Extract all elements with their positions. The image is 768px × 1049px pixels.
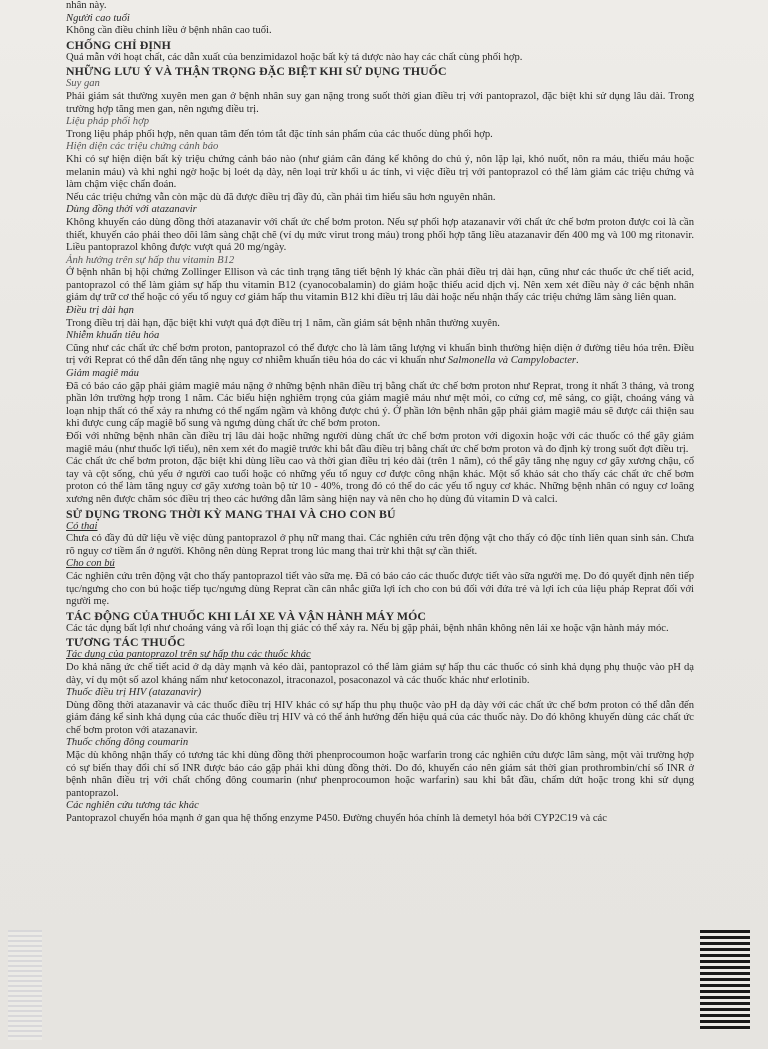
absorption-subheading: Tác dụng của pantoprazol trên sự hấp thu các thuốc khác <box>66 649 311 661</box>
magnesium-text-2: Đối với những bệnh nhân cần điều trị lâu dài hoặc những người dùng chất ức chế bơm proton với digoxin hoặc với các thuốc có thể gây giảm magiê máu (như thuốc lợi tiểu), nên xem xét đo magiê trước khi bắt đầu điều trị bằng chất ức chế bơm proton và đo định kỳ trong suốt đợt điều trị. <box>66 431 694 455</box>
other-studies-text: Pantoprazol chuyển hóa mạnh ở gan qua hệ thống enzyme P450. Đường chuyển hóa chính là demetyl hóa bởi CYP2C19 và các <box>66 813 607 825</box>
elderly-text: Không cần điều chỉnh liều ở bệnh nhân cao tuổi. <box>66 25 272 37</box>
elderly-subheading: Người cao tuổi <box>66 12 130 24</box>
leaflet-text-column <box>66 0 694 826</box>
combo-subheading: Liệu pháp phối hợp <box>66 116 150 128</box>
combo-text: Trong liệu pháp phối hợp, nên quan tâm đến tóm tắt đặc tính sản phẩm của các thuốc dùng phối hợp. <box>66 128 493 140</box>
atazanavir-text: Không khuyến cáo dùng đồng thời atazanavir với chất ức chế bơm proton. Nếu sự phối hợp atazanavir với chất ức chế bơm proton được coi là cần thiết, khuyến cáo phải theo dõi lâm sàng chặt chẽ (ví dụ mức virut trong máu) trong phối hợp tăng liều atazanavir đến 400 mg và 100 mg ritonavir. Liều pantoprazol không được vượt quá 20 mg/ngày. <box>66 216 694 254</box>
breastfeeding-subheading: Cho con bú <box>66 558 115 570</box>
breastfeeding-text: Các nghiên cứu trên động vật cho thấy pantoprazol tiết vào sữa mẹ. Đã có báo cáo các thuốc được tiết vào sữa người mẹ. Do đó quyết định nên tiếp tục/ngưng cho con bú hoặc tiếp tục/ngưng dùng Reprat cần cân nhắc giữa lợi ích cho con bú đối với đứa trẻ và lợi ích của liệu pháp Reprat đối với người mẹ. <box>66 570 694 608</box>
absorption-text: Do khả năng ức chế tiết acid ở dạ dày mạnh và kéo dài, pantoprazol có thể làm giảm sự hấp thu các thuốc có sinh khả dụng phụ thuộc vào pH dạ dày, ví dụ một số azol kháng nấm như ketoconazol, itraconazol, posaconazol và các thuốc khác như erlotinib. <box>66 661 694 686</box>
infection-text-b: . <box>576 355 579 367</box>
fracture-text: Các chất ức chế bơm proton, đặc biệt khi dùng liều cao và thời gian điều trị kéo dài (trên 1 năm), có thể gây tăng nhẹ nguy cơ gãy xương chậu, cổ tay và cột sống, chủ yếu ở người cao tuổi hoặc có những yếu tố nguy cơ được công nhận khác. Một số khảo sát cho thấy các chất ức chế bơm proton có thể làm tăng nguy cơ gãy xương toàn bộ từ 10 - 40%, trong đó có thể do các yếu tố nguy cơ khác. Những bệnh nhân có nguy cơ loãng xương nên được chăm sóc điều trị theo các hướng dẫn lâm sàng hiện nay và nên cho họ dùng đủ vitamin D và calci. <box>66 456 694 505</box>
b12-subheading: Ảnh hưởng trên sự hấp thu vitamin B12 <box>66 254 235 266</box>
driving-heading: TÁC ĐỘNG CỦA THUỐC KHI LÁI XE VÀ VẬN HÀNH MÁY MÓC <box>66 608 427 623</box>
hiv-subheading: Thuốc điều trị HIV (atazanavir) <box>66 687 202 699</box>
contraindications-text: Quá mẫn với hoạt chất, các dẫn xuất của benzimidazol hoặc bất kỳ tá dược nào hay các chất cùng phối hợp. <box>66 51 523 63</box>
b12-text: Ở bệnh nhân bị hội chứng Zollinger Ellison và các tình trạng tăng tiết bệnh lý khác cần phải điều trị dài hạn, cũng như các thuốc ức chế tiết acid, pantoprazol có thể làm giảm sự hấp thu vitamin B12 (cyanocobalamin) do giảm hoặc thiếu acid dịch vị. Nên xem xét điều này ở các bệnh nhân giảm dự trữ cơ thể hoặc có yếu tố nguy cơ giảm hấp thu vitamin B12 khi điều trị lâu dài hoặc nếu nhận thấy các triệu chứng lâm sàng liên quan. <box>66 267 694 304</box>
interactions-heading: TƯƠNG TÁC THUỐC <box>66 635 186 650</box>
pregnancy-text: Chưa có đầy đủ dữ liệu về việc dùng pantoprazol ở phụ nữ mang thai. Các nghiên cứu trên động vật cho thấy có độc tính liên quan sinh sản. Chưa rõ nguy cơ tiềm ẩn ở người. Không nên dùng Reprat trong lúc mang thai trừ khi thật sự cần thiết. <box>66 533 694 557</box>
hiv-text: Dùng đồng thời atazanavir và các thuốc điều trị HIV khác có sự hấp thu phụ thuộc vào pH dạ dày với các chất ức chế bơm proton có thể dẫn đến giảm đáng kể sinh khả dụng của các thuốc điều trị HIV và có thể ảnh hưởng đến hiệu quả của các thuốc này. Do đó không khuyến dùng các chất ức chế bơm proton với atazanavir. <box>66 699 694 736</box>
driving-text: Các tác dụng bất lợi như choáng váng và rối loạn thị giác có thể xảy ra. Nếu bị gặp phải, bệnh nhân không nên lái xe hoặc vận hành máy móc. <box>66 622 669 634</box>
liver-subheading: Suy gan <box>66 78 100 90</box>
long-term-subheading: Điều trị dài hạn <box>66 305 134 317</box>
alarm-text: Khi có sự hiện diện bất kỳ triệu chứng cảnh báo nào (như giảm cân đáng kể không do chủ ý, nôn lặp lại, khó nuốt, nôn ra máu, thiếu máu hoặc melanin máu) và khi nghi ngờ hoặc bị loét dạ dày, nên loại trừ khối u ác tính, vì việc điều trị với pantoprazol có thể làm giảm các triệu chứng và làm chậm việc chẩn đoán. <box>66 153 694 191</box>
pharmacode-barcode <box>700 930 750 1030</box>
warnings-heading: NHỮNG LƯU Ý VÀ THẬN TRỌNG ĐẶC BIỆT KHI SỬ DỤNG THUỐC <box>66 64 447 79</box>
infection-species: Salmonella và Campylobacter <box>447 355 577 367</box>
contraindications-heading: CHỐNG CHỈ ĐỊNH <box>66 37 171 52</box>
pregnancy-subheading: Có thai <box>66 520 98 532</box>
other-studies-subheading: Các nghiên cứu tương tác khác <box>66 800 199 812</box>
alarm-subheading: Hiện diện các triệu chứng cảnh báo <box>66 141 219 153</box>
coumarin-text: Mặc dù không nhận thấy có tương tác khi dùng đồng thời phenprocoumon hoặc warfarin trong các nghiên cứu dược lâm sàng, một vài trường hợp có sự biến thay đổi chỉ số INR được báo cáo gặp phải khi dùng đồng thời. Do đó, khuyến cáo nên giám sát thời gian prothrombin/chỉ số INR ở bệnh nhân điều trị với chất chống đông coumarin (như phenprocoumon hoặc warfarin) sau khi bắt đầu, chấm dứt hoặc trong khi sử dụng pantoprazol. <box>66 750 694 799</box>
infection-text-a: Cũng như các chất ức chế bơm proton, pantoprazol có thể được cho là làm tăng lượng vi khuẩn bình thường hiện diện ở đường tiêu hóa trên. Điều trị với Reprat có thể dẫn đến tăng nhẹ nguy cơ nhiễm khuẩn tiêu hóa do các vi khuẩn như <box>66 342 694 367</box>
coumarin-subheading: Thuốc chống đông coumarin <box>66 737 189 749</box>
top-line: nhân này. <box>66 0 107 11</box>
infection-subheading: Nhiễm khuẩn tiêu hóa <box>66 330 160 342</box>
magnesium-subheading: Giảm magiê máu <box>66 368 139 380</box>
liver-text: Phải giám sát thường xuyên men gan ở bệnh nhân suy gan nặng trong suốt thời gian điều trị với pantoprazol, đặc biệt khi sử dụng lâu dài. Trong trường hợp tăng men gan, nên ngưng điều trị. <box>66 90 694 115</box>
alarm-text-2: Nếu các triệu chứng vẫn còn mặc dù đã được điều trị đầy đủ, cần phải tìm hiểu sâu hơn nguyên nhân. <box>66 191 496 203</box>
infection-text <box>66 343 694 368</box>
magnesium-text: Đã có báo cáo gặp phải giảm magiê máu nặng ở những bệnh nhân điều trị bằng chất ức chế bơm proton như Reprat, trong ít nhất 3 tháng, và trong phần lớn trường hợp trong 1 năm. Các biểu hiện nghiêm trọng của giảm magiê máu như mệt mỏi, co cứng cơ, mê sảng, co giật, choáng váng và loạn nhịp thất có thể xảy ra nhưng có thể ngấm ngầm và không được chú ý. Ở phần lớn bệnh nhân gặp phải giảm magiê máu sẽ được cải thiện sau khi được cung cấp magiê bổ sung và ngưng dùng chất ức chế bơm proton. <box>66 380 694 430</box>
atazanavir-subheading: Dùng đồng thời với atazanavir <box>66 204 197 216</box>
long-term-text: Trong điều trị dài hạn, đặc biệt khi vượt quá đợt điều trị 1 năm, cần giám sát bệnh nhân thường xuyên. <box>66 317 500 329</box>
pregnancy-heading: SỬ DỤNG TRONG THỜI KỲ MANG THAI VÀ CHO CON BÚ <box>66 506 396 521</box>
margin-print-mark <box>8 930 42 1040</box>
